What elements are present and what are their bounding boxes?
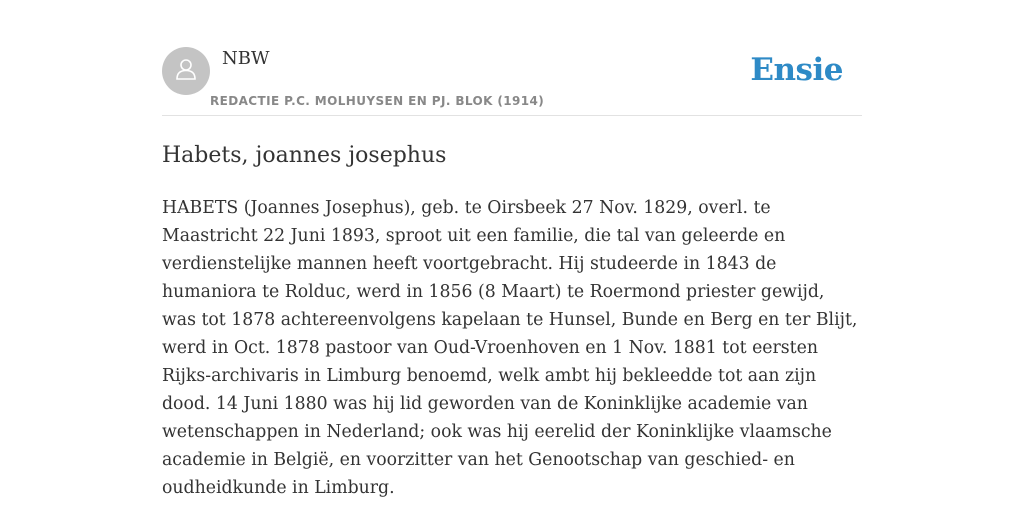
- article-body: HABETS (Joannes Josephus), geb. te Oirsbeek 27 Nov. 1829, overl. te Maastricht 22 Juni 1893, sproot uit een familie, die tal van geleerde en verdienstelijke mannen heeft voortgebracht. Hij studeerde in 1843 de humaniora te Rolduc, werd in 1856 (8 Maart) te Roermond priester gewijd, was tot 1878 achtereenvolgens kapelaan te Hunsel, Bunde en Berg en ter Blijt, werd in Oct. 1878 pastoor van Oud-Vroenhoven en 1 Nov. 1881 tot eersten Rijks-archivaris in Limburg benoemd, welk ambt hij bekleedde tot aan zijn dood. 14 Juni 1880 was hij lid geworden van de Koninklijke academie van wetenschappen in Nederland; ook was hij eerelid der Koninklijke vlaamsche academie in België, en voorzitter van het Genootschap van geschied- en oudheidkunde in Limburg.: [162, 198, 858, 498]
- source-name[interactable]: NBW: [222, 48, 270, 69]
- article-card: [162, 44, 862, 502]
- ensie-logo[interactable]: Ensie: [750, 52, 843, 88]
- user-icon: [172, 55, 200, 87]
- card-header: [162, 44, 862, 116]
- page-title: Habets, joannes josephus: [162, 143, 447, 168]
- avatar[interactable]: [162, 47, 210, 95]
- source-subtitle: REDACTIE P.C. MOLHUYSEN EN PJ. BLOK (1914): [210, 94, 545, 108]
